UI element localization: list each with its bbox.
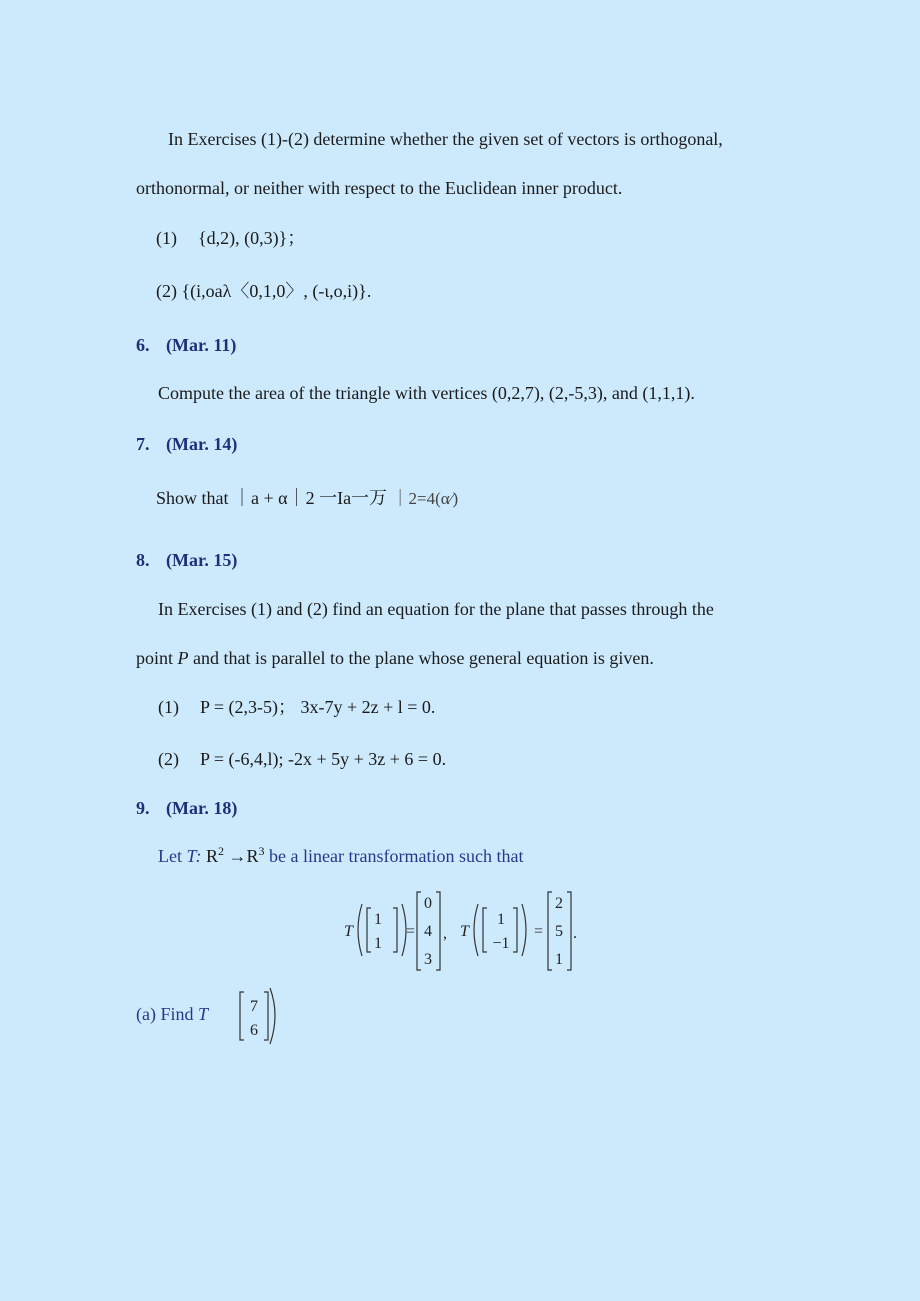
question-number: 6. xyxy=(136,335,150,355)
intro-item-1 xyxy=(156,227,305,249)
out1-entry: 0 xyxy=(424,895,432,912)
question-date: (Mar. 11) xyxy=(166,335,237,355)
question-7-text xyxy=(156,487,458,510)
text-segment: and that is parallel to the plane whose general equation is given. xyxy=(188,648,654,668)
out2-entry: 2 xyxy=(555,895,563,912)
out1-entry: 4 xyxy=(424,923,432,940)
find-vec-entry: 7 xyxy=(250,998,258,1015)
question-8-item-1 xyxy=(158,696,435,718)
item-text: {d,2), (0,3)}； xyxy=(198,228,306,248)
point-symbol: P xyxy=(177,648,189,668)
text-segment: →R xyxy=(224,846,259,866)
question-7-text-part2: ｜2=4(α∕) xyxy=(391,489,459,508)
transform-symbol: T xyxy=(198,1004,209,1024)
question-6-text: Compute the area of the triangle with vertices (0,2,7), (2,-5,3), and (1,1,1). xyxy=(158,383,695,403)
item-label: (1) xyxy=(156,228,177,248)
find-vector xyxy=(236,984,282,1046)
question-number: 9. xyxy=(136,798,150,818)
item-label: (2) xyxy=(156,281,177,301)
text-segment: R xyxy=(201,846,219,866)
item-text: P = (2,3-5)； 3x-7y + 2z + l = 0. xyxy=(200,697,436,717)
item-label: (1) xyxy=(158,697,179,717)
question-date: (Mar. 15) xyxy=(166,550,238,570)
eq-T-1: T xyxy=(344,923,353,940)
eq-equals-1: = xyxy=(406,923,416,940)
text-segment: be a linear transformation such that xyxy=(264,846,524,866)
question-7-text-part1: Show that ｜a + α｜2 一Ia一万 xyxy=(156,488,388,508)
transform-symbol: T: xyxy=(186,846,202,866)
item-text: {(i,oaλ〈0,1,0〉, (-ι,o,i)}. xyxy=(181,281,372,301)
question-number: 7. xyxy=(136,434,150,454)
text-segment: (a) Find xyxy=(136,1004,198,1024)
in1-entry: 1 xyxy=(374,911,382,928)
out2-entry: 1 xyxy=(555,951,563,968)
item-text: P = (-6,4,l); -2x + 5y + 3z + 6 = 0. xyxy=(200,749,447,769)
in1-entry: 1 xyxy=(374,935,382,952)
out1-entry: 3 xyxy=(424,951,432,968)
out2-entry: 5 xyxy=(555,923,563,940)
question-number: 8. xyxy=(136,550,150,570)
superscript: 2 xyxy=(218,844,225,858)
question-9-text xyxy=(158,845,523,867)
question-8-item-2 xyxy=(158,748,446,770)
eq-T-2: T xyxy=(460,923,469,940)
question-8-line-2 xyxy=(136,647,654,669)
eq-comma: , xyxy=(443,925,447,942)
text-segment: Let xyxy=(158,846,187,866)
question-9-part-a xyxy=(136,1003,208,1025)
in2-entry: 1 xyxy=(497,911,505,928)
find-vec-entry: 6 xyxy=(250,1022,258,1039)
in2-entry: −1 xyxy=(492,935,510,952)
question-6-heading xyxy=(136,334,236,356)
intro-line-1: In Exercises (1)-(2) determine whether the given set of vectors is orthogonal, xyxy=(168,129,723,149)
intro-item-2 xyxy=(156,280,371,302)
intro-line-2: orthonormal, or neither with respect to the Euclidean inner product. xyxy=(136,178,623,198)
superscript: 3 xyxy=(258,844,265,858)
question-8-line-1: In Exercises (1) and (2) find an equation for the plane that passes through the xyxy=(158,599,714,619)
eq-period: . xyxy=(573,925,577,942)
question-date: (Mar. 18) xyxy=(166,798,238,818)
item-label: (2) xyxy=(158,749,179,769)
question-7-heading xyxy=(136,433,237,455)
question-9-heading xyxy=(136,797,237,819)
eq-equals-2: = xyxy=(534,923,544,940)
matrix-equation xyxy=(340,886,590,976)
question-8-heading xyxy=(136,549,237,571)
text-segment: point xyxy=(136,648,178,668)
question-date: (Mar. 14) xyxy=(166,434,238,454)
